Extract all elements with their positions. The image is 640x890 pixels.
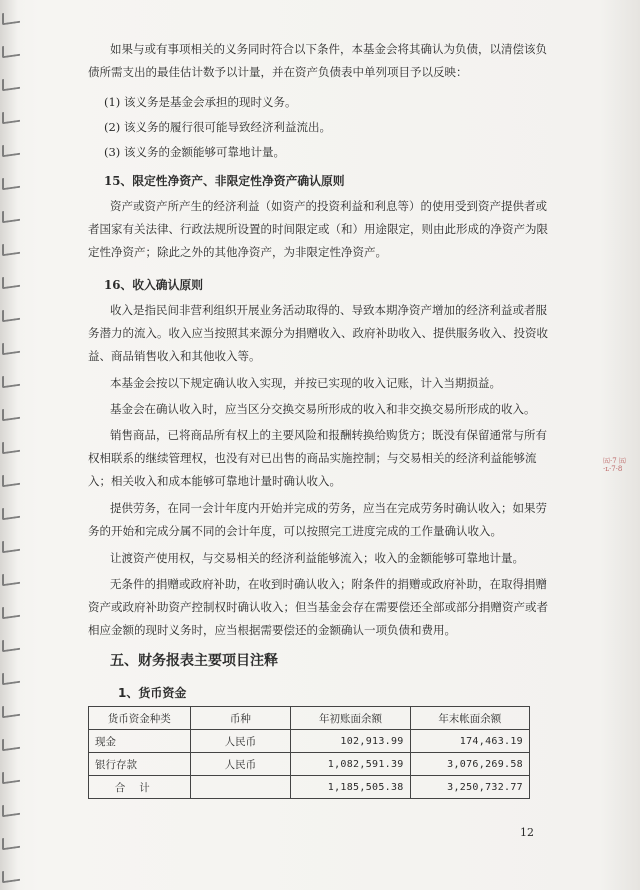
header-fund-type: 货币资金种类 <box>89 707 191 730</box>
usage-rights-paragraph: 让渡资产使用权，与交易相关的经济利益能够流入；收入的金额能够可靠地计量。 <box>110 551 524 565</box>
cell-end-balance: 3,076,269.58 <box>410 753 529 776</box>
cell-begin-balance: 102,913.99 <box>291 730 410 753</box>
section-title: 五、财务报表主要项目注释 <box>110 653 278 669</box>
net-assets-paragraph: 资产或资产所产生的经济利益（如资产的投资利益和利息等）的使用受到资产提供者或者国家有关法律、行政法规所设置的时间限定或（和）用途限定，则由此形成的净资产为限定性净资产；除此之外的其他净资产，为非限定性净资产。 <box>88 199 548 259</box>
donation-revenue-paragraph: 无条件的捐赠或政府补助，在收到时确认收入；附条件的捐赠或政府补助，在取得捐赠资产或政府补助资产控制权时确认收入；但当基金会存在需要偿还全部或部分捐赠资产或者相应金额的现时义务时，应当根据需要偿还的金额确认一项负债和费用。 <box>88 577 548 637</box>
cell-total-end: 3,250,732.77 <box>410 776 529 799</box>
cell-total-begin: 1,185,505.38 <box>291 776 410 799</box>
revenue-distinction-paragraph: 基金会在确认收入时，应当区分交换交易所形成的收入和非交换交易所形成的收入。 <box>110 402 536 416</box>
cell-total-currency <box>190 776 291 799</box>
table-total-row <box>89 776 530 799</box>
sales-revenue-paragraph: 销售商品，已将商品所有权上的主要风险和报酬转换给购货方；既没有保留通常与所有权相联系的继续管理权，也没有对已出售的商品实施控制；与交易相关的经济利益能够流入；相关收入和成本能够可靠地计量时确认收入。 <box>88 428 547 488</box>
header-currency: 币种 <box>190 707 291 730</box>
header-begin-balance: 年初账面余额 <box>291 707 410 730</box>
page-number: 12 <box>520 826 534 839</box>
condition-item-2: (2) 该义务的履行很可能导致经济利益流出。 <box>104 120 331 134</box>
service-revenue-paragraph: 提供劳务，在同一会计年度内开始并完成的劳务，应当在完成劳务时确认收入；如果劳务的开始和完成分属不同的会计年度，可以按照完工进度完成的工作量确认收入。 <box>88 501 547 538</box>
cell-currency: 人民币 <box>190 753 291 776</box>
header-end-balance: 年末帐面余额 <box>410 707 529 730</box>
condition-item-3: (3) 该义务的金额能够可靠地计量。 <box>104 145 285 159</box>
table-header-row <box>89 707 530 730</box>
monetary-funds-table <box>88 706 530 799</box>
table-row <box>89 730 530 753</box>
cell-fund-type: 现金 <box>89 730 191 753</box>
subsection-title: 1、货币资金 <box>118 686 187 700</box>
heading-15: 15、限定性净资产、非限定性净资产确认原则 <box>104 174 345 188</box>
table-row <box>89 753 530 776</box>
revenue-definition-paragraph: 收入是指民间非营利组织开展业务活动取得的、导致本期净资产增加的经济利益或者服务潜力的流入。收入应当按照其来源分为捐赠收入、政府补助收入、提供服务收入、投资收益、商品销售收入和其他收入等。 <box>88 303 548 363</box>
cell-currency: 人民币 <box>190 730 291 753</box>
cell-total-label: 合计 <box>89 776 191 799</box>
liability-intro-paragraph: 如果与或有事项相关的义务同时符合以下条件，本基金会将其确认为负债，以清偿该负债所需支出的最佳估计数予以计量，并在资产负债表中单列项目予以反映： <box>88 42 547 79</box>
revenue-rule-paragraph: 本基金会按以下规定确认收入实现，并按已实现的收入记账，计入当期损益。 <box>110 376 501 390</box>
condition-item-1: (1) 该义务是基金会承担的现时义务。 <box>104 95 297 109</box>
cell-begin-balance: 1,082,591.39 <box>291 753 410 776</box>
margin-handwritten-note: ㈤·7 ㈤·ʟ·7·8 <box>603 457 626 473</box>
heading-16: 16、收入确认原则 <box>104 278 203 292</box>
cell-fund-type: 银行存款 <box>89 753 191 776</box>
cell-end-balance: 174,463.19 <box>410 730 529 753</box>
